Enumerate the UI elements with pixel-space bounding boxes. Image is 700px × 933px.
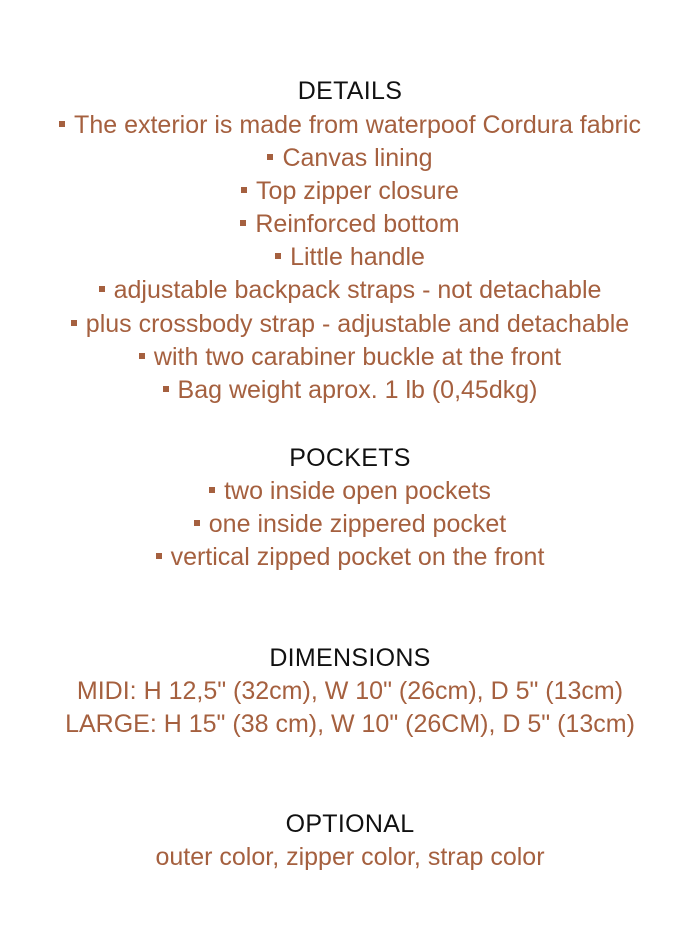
optional-text: outer color, zipper color, strap color (155, 843, 545, 871)
bullet-icon (156, 553, 162, 559)
details-item: Canvas lining (0, 142, 700, 174)
bullet-icon (139, 353, 145, 359)
bullet-icon (163, 386, 169, 392)
details-item: The exterior is made from waterpoof Cordura fabric (0, 109, 700, 141)
details-item: Little handle (0, 241, 700, 273)
bullet-icon (99, 286, 105, 292)
bullet-icon (267, 154, 273, 160)
dimensions-midi: MIDI: H 12,5" (32cm), W 10" (26cm), D 5" (13cm) (76, 677, 624, 705)
optional-heading: OPTIONAL (285, 810, 415, 838)
details-heading: DETAILS (297, 77, 403, 105)
pockets-item: one inside zippered pocket (0, 508, 700, 540)
details-item: adjustable backpack straps - not detachable (0, 274, 700, 306)
bullet-icon (275, 253, 281, 259)
dimensions-heading: DIMENSIONS (269, 644, 431, 672)
bullet-icon (194, 520, 200, 526)
details-item: Reinforced bottom (0, 208, 700, 240)
details-item: Bag weight aprox. 1 lb (0,45dkg) (0, 374, 700, 406)
details-item: with two carabiner buckle at the front (0, 341, 700, 373)
bullet-icon (209, 487, 215, 493)
bullet-icon (241, 187, 247, 193)
details-item: plus crossbody strap - adjustable and detachable (0, 308, 700, 340)
details-item: Top zipper closure (0, 175, 700, 207)
dimensions-large: LARGE: H 15" (38 cm), W 10" (26CM), D 5" (13cm) (65, 710, 635, 738)
pockets-heading: POCKETS (289, 444, 411, 472)
bullet-icon (240, 220, 246, 226)
pockets-item: vertical zipped pocket on the front (0, 541, 700, 573)
pockets-item: two inside open pockets (0, 475, 700, 507)
bullet-icon (59, 121, 65, 127)
bullet-icon (71, 320, 77, 326)
